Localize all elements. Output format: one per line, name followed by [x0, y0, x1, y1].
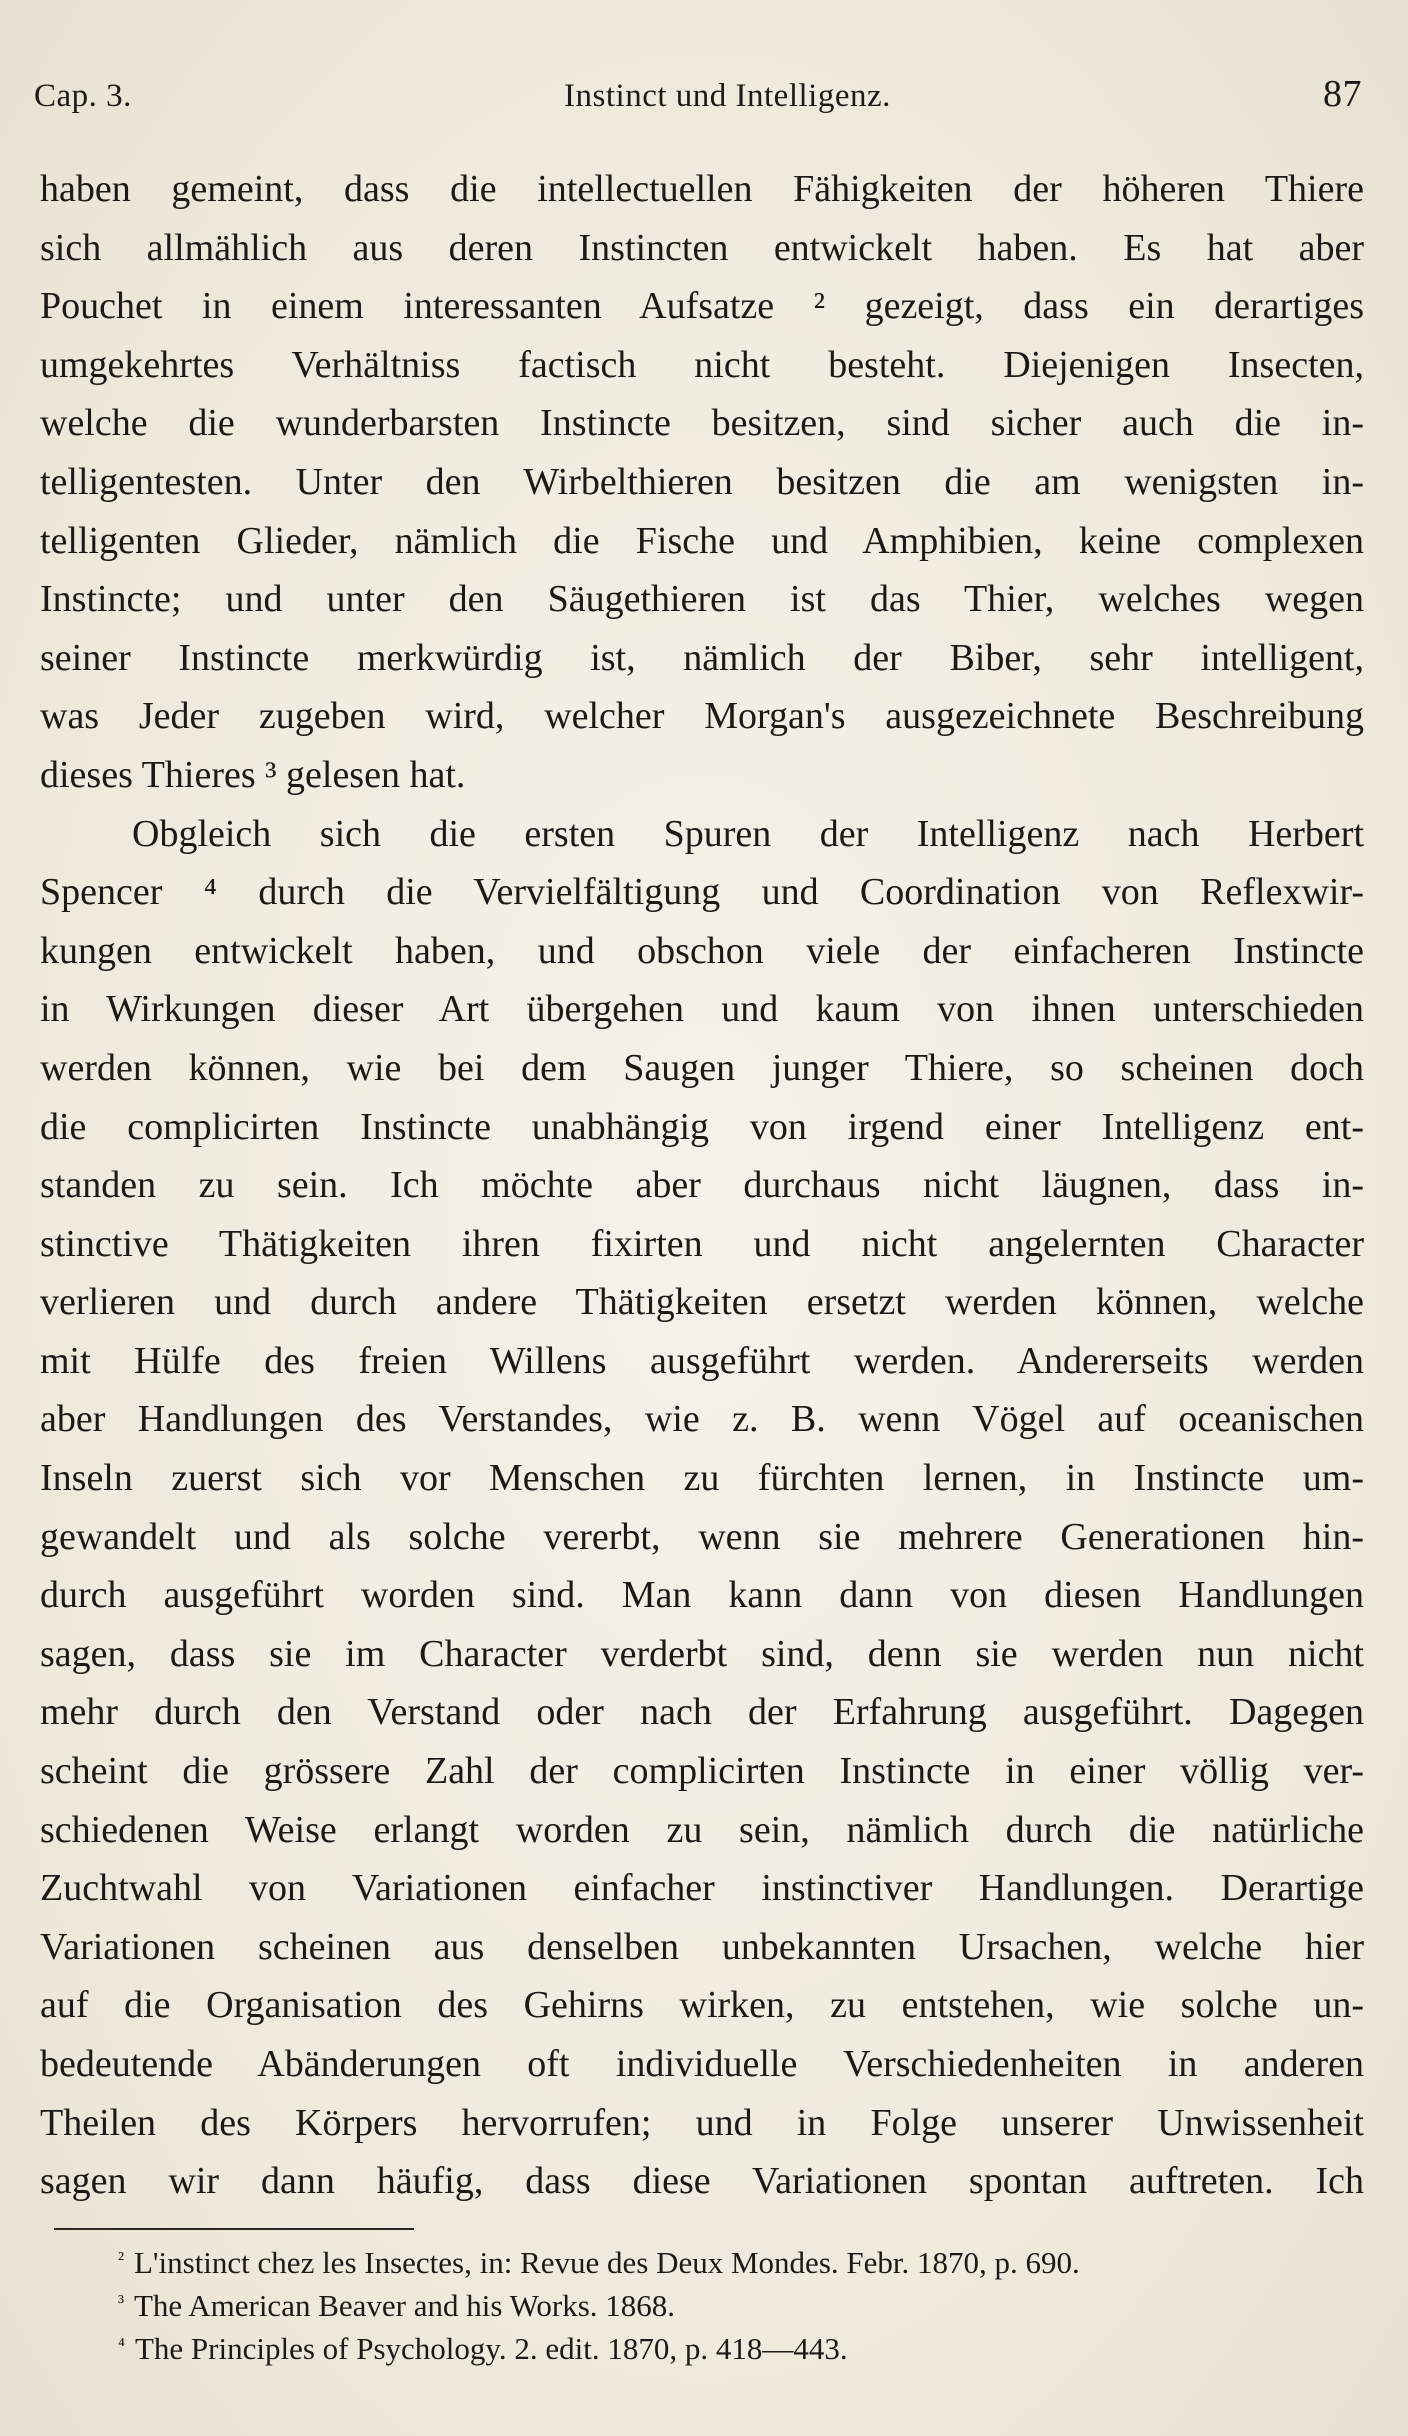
footnote-3 [118, 2281, 1378, 2324]
text-line: sagen, dass sie im Character verderbt sind, denn sie werden nun nicht [40, 1632, 1364, 1675]
text-line: telligentesten. Unter den Wirbelthieren besitzen die am wenigsten in- [40, 460, 1364, 503]
text-line: seiner Instincte merkwürdig ist, nämlich der Biber, sehr intelligent, [40, 636, 1364, 679]
footnote-4 [118, 2324, 1378, 2367]
text-line: Inseln zuerst sich vor Menschen zu fürchten lernen, in Instincte um- [40, 1457, 1364, 1500]
text-line: was Jeder zugeben wird, welcher Morgan's ausgezeichnete Beschreibung [40, 695, 1364, 738]
text-line: Pouchet in einem interessanten Aufsatze ² gezeigt, dass ein derartiges [40, 285, 1364, 328]
footnote-text: L'instinct chez les Insectes, in: Revue des Deux Mondes. Febr. 1870, p. 690. [134, 2245, 1080, 2280]
text-line: Instincte; und unter den Säugethieren ist das Thier, welches wegen [40, 578, 1364, 621]
footnotes [118, 2238, 1378, 2367]
running-title: Instinct und Intelligenz. [564, 78, 891, 114]
running-header [34, 72, 1362, 122]
paragraph-start-line: Obgleich sich die ersten Spuren der Intelligenz nach Herbert [132, 812, 1364, 855]
text-line: Variationen scheinen aus denselben unbekannten Ursachen, welche hier [40, 1925, 1364, 1968]
text-line: Theilen des Körpers hervorrufen; und in Folge unserer Unwissenheit [40, 2101, 1364, 2144]
body-text [40, 160, 1364, 2211]
text-line: durch ausgeführt worden sind. Man kann dann von diesen Handlungen [40, 1574, 1364, 1617]
text-line: stinctive Thätigkeiten ihren fixirten und nicht angelernten Character [40, 1222, 1364, 1265]
chapter-label: Cap. 3. [34, 78, 132, 114]
footnote-text: The American Beaver and his Works. 1868. [134, 2288, 676, 2323]
text-line: kungen entwickelt haben, und obschon viele der einfacheren Instincte [40, 929, 1364, 972]
text-line: auf die Organisation des Gehirns wirken, zu entstehen, wie solche un- [40, 1984, 1364, 2027]
footnote-rule [54, 2228, 414, 2230]
text-line: standen zu sein. Ich möchte aber durchaus nicht läugnen, dass in- [40, 1164, 1364, 1207]
text-line: welche die wunderbarsten Instincte besitzen, sind sicher auch die in- [40, 402, 1364, 445]
text-line: umgekehrtes Verhältniss factisch nicht besteht. Diejenigen Insecten, [40, 343, 1364, 386]
text-line: aber Handlungen des Verstandes, wie z. B. wenn Vögel auf oceanischen [40, 1398, 1364, 1441]
footnote-marker: ⁴ [118, 2334, 125, 2356]
text-line: bedeutende Abänderungen oft individuelle Verschiedenheiten in anderen [40, 2043, 1364, 2085]
footnote-2 [118, 2238, 1378, 2281]
text-line: sich allmählich aus deren Instincten entwickelt haben. Es hat aber [40, 226, 1364, 269]
footnote-marker: ² [118, 2248, 124, 2270]
text-line: mehr durch den Verstand oder nach der Erfahrung ausgeführt. Dagegen [40, 1691, 1364, 1734]
text-line: Zuchtwahl von Variationen einfacher instinctiver Handlungen. Derartige [40, 1867, 1364, 1910]
text-line: gewandelt und als solche vererbt, wenn sie mehrere Generationen hin- [40, 1515, 1364, 1558]
text-line: in Wirkungen dieser Art übergehen und kaum von ihnen unterschieden [40, 988, 1364, 1031]
text-line: Spencer ⁴ durch die Vervielfältigung und Coordination von Reflexwir- [40, 871, 1364, 914]
text-line: schiedenen Weise erlangt worden zu sein, nämlich durch die natürliche [40, 1808, 1364, 1851]
text-line: haben gemeint, dass die intellectuellen Fähigkeiten der höheren Thiere [40, 168, 1364, 210]
text-line: die complicirten Instincte unabhängig von irgend einer Intelligenz ent- [40, 1105, 1364, 1148]
text-line: werden können, wie bei dem Saugen junger Thiere, so scheinen doch [40, 1046, 1364, 1089]
page-number: 87 [1322, 73, 1362, 115]
text-line: scheint die grössere Zahl der complicirten Instincte in einer völlig ver- [40, 1750, 1364, 1793]
text-line: sagen wir dann häufig, dass diese Variationen spontan auftreten. Ich [40, 2160, 1364, 2203]
footnote-text: The Principles of Psychology. 2. edit. 1870, p. 418—443. [134, 2331, 848, 2366]
footnote-marker: ³ [118, 2291, 124, 2313]
text-line: verlieren und durch andere Thätigkeiten ersetzt werden können, welche [40, 1281, 1364, 1324]
text-line: mit Hülfe des freien Willens ausgeführt werden. Andererseits werden [40, 1339, 1364, 1382]
text-line: dieses Thieres ³ gelesen hat. [40, 753, 466, 796]
text-line: telligenten Glieder, nämlich die Fische und Amphibien, keine complexen [40, 519, 1364, 562]
